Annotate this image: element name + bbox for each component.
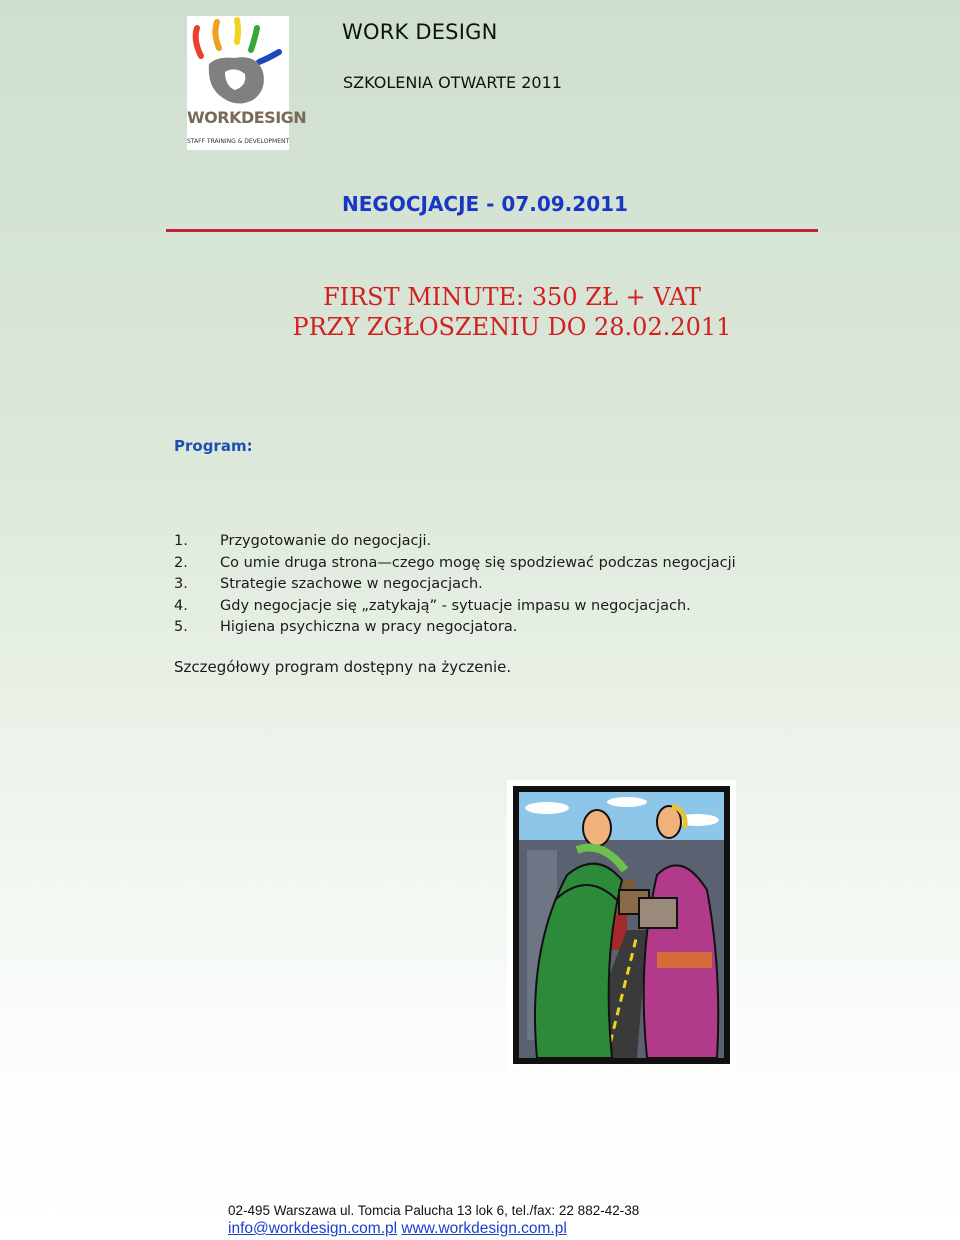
contact-links bbox=[228, 1220, 567, 1238]
program-item-text: Gdy negocjacje się „zatykają” - sytuacje impasu w negocjacjach. bbox=[220, 597, 691, 614]
program-item-text: Przygotowanie do negocjacji. bbox=[220, 533, 432, 549]
negotiators-illustration bbox=[507, 780, 736, 1070]
contact-address: 02-495 Warszawa ul. Tomcia Palucha 13 lok 6, tel./fax: 22 882-42-38 bbox=[228, 1203, 640, 1218]
logo-tagline: STAFF TRAINING & DEVELOPMENT bbox=[187, 138, 290, 145]
program-item-number: 4. bbox=[174, 597, 188, 614]
company-name: WORK DESIGN bbox=[342, 20, 498, 44]
program-item bbox=[174, 574, 736, 596]
website-link[interactable]: www.workdesign.com.pl bbox=[401, 1220, 567, 1237]
handprint-icon bbox=[187, 16, 307, 150]
logo-wordmark: WORKDESIGN bbox=[187, 108, 307, 127]
details-note: Szczegółowy program dostępny na życzenie. bbox=[174, 658, 512, 676]
program-item-text: Higiena psychiczna w pracy negocjatora. bbox=[220, 619, 518, 635]
promo-deadline: PRZY ZGŁOSZENIU DO 28.02.2011 bbox=[292, 313, 732, 341]
program-item-text: Co umie druga strona—czego mogę się spodziewać podczas negocjacji bbox=[220, 554, 736, 571]
divider bbox=[166, 229, 818, 232]
program-item bbox=[174, 531, 736, 553]
email-link[interactable]: info@workdesign.com.pl bbox=[228, 1220, 398, 1237]
program-heading: Program: bbox=[174, 437, 253, 455]
program-item bbox=[174, 596, 736, 618]
program-item-text: Strategie szachowe w negocjacjach. bbox=[220, 576, 483, 592]
program-item bbox=[174, 617, 736, 639]
negotiators-image bbox=[507, 780, 736, 1070]
program-item-number: 5. bbox=[174, 619, 188, 635]
workdesign-logo bbox=[187, 16, 307, 150]
event-subtitle: SZKOLENIA OTWARTE 2011 bbox=[343, 73, 562, 92]
program-item-number: 1. bbox=[174, 533, 188, 549]
course-title: NEGOCJACJE - 07.09.2011 bbox=[342, 192, 628, 216]
program-item-number: 2. bbox=[174, 554, 188, 571]
promo-price: FIRST MINUTE: 350 ZŁ + VAT bbox=[322, 283, 702, 311]
program-item bbox=[174, 553, 736, 575]
program-item-number: 3. bbox=[174, 576, 188, 592]
program-list bbox=[174, 531, 736, 639]
